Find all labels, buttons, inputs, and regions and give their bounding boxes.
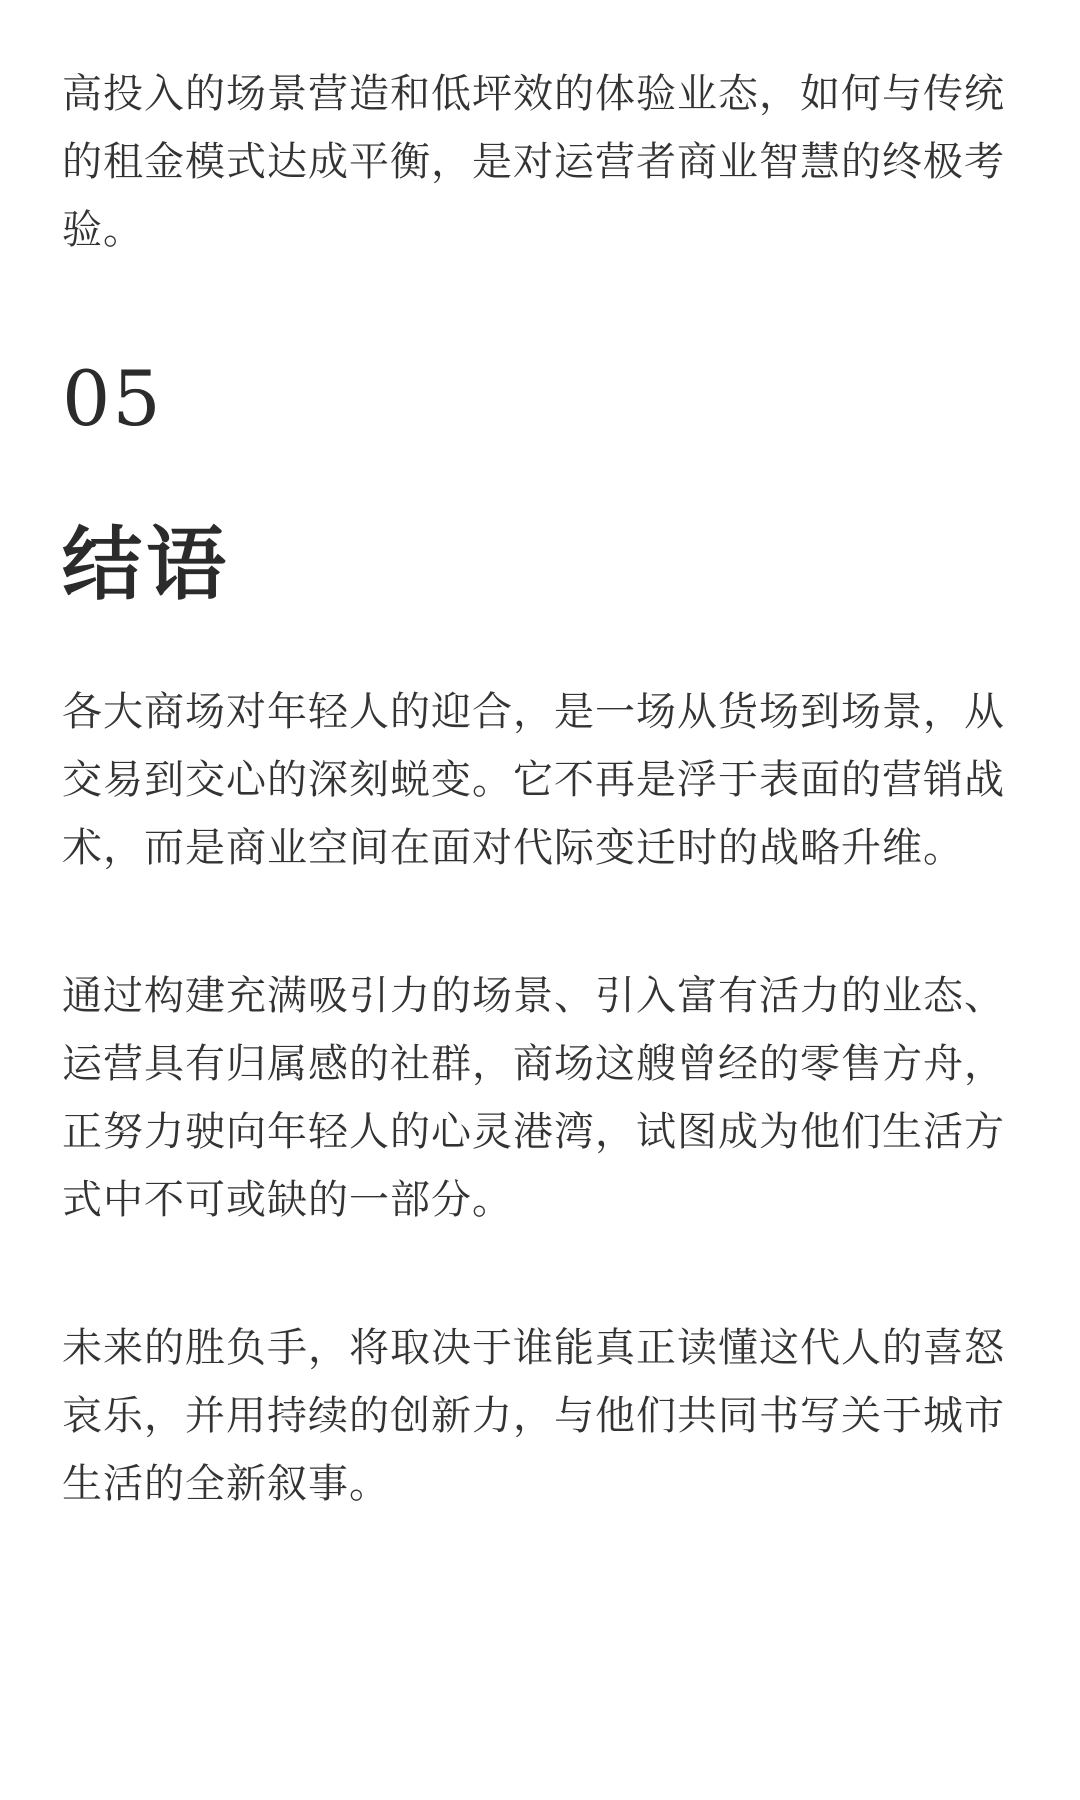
body-paragraph: 各大商场对年轻人的迎合，是一场从货场到场景，从交易到交心的深刻蜕变。它不再是浮于表面的营销战术，而是商业空间在面对代际变迁时的战略升维。: [62, 689, 1005, 871]
section-title: 结语: [62, 517, 230, 611]
body-paragraph: 通过构建充满吸引力的场景、引入富有活力的业态、运营具有归属感的社群，商场这艘曾经的零售方舟，正努力驶向年轻人的心灵港湾，试图成为他们生活方式中不可或缺的一部分。: [62, 973, 1005, 1223]
intro-paragraph: 高投入的场景营造和低坪效的体验业态，如何与传统的租金模式达成平衡，是对运营者商业智慧的终极考验。: [62, 71, 1005, 253]
article-body: [62, 60, 1018, 1518]
section-number: 05: [62, 354, 163, 443]
body-paragraph: 未来的胜负手，将取决于谁能真正读懂这代人的喜怒哀乐，并用持续的创新力，与他们共同书写关于城市生活的全新叙事。: [62, 1325, 1005, 1507]
